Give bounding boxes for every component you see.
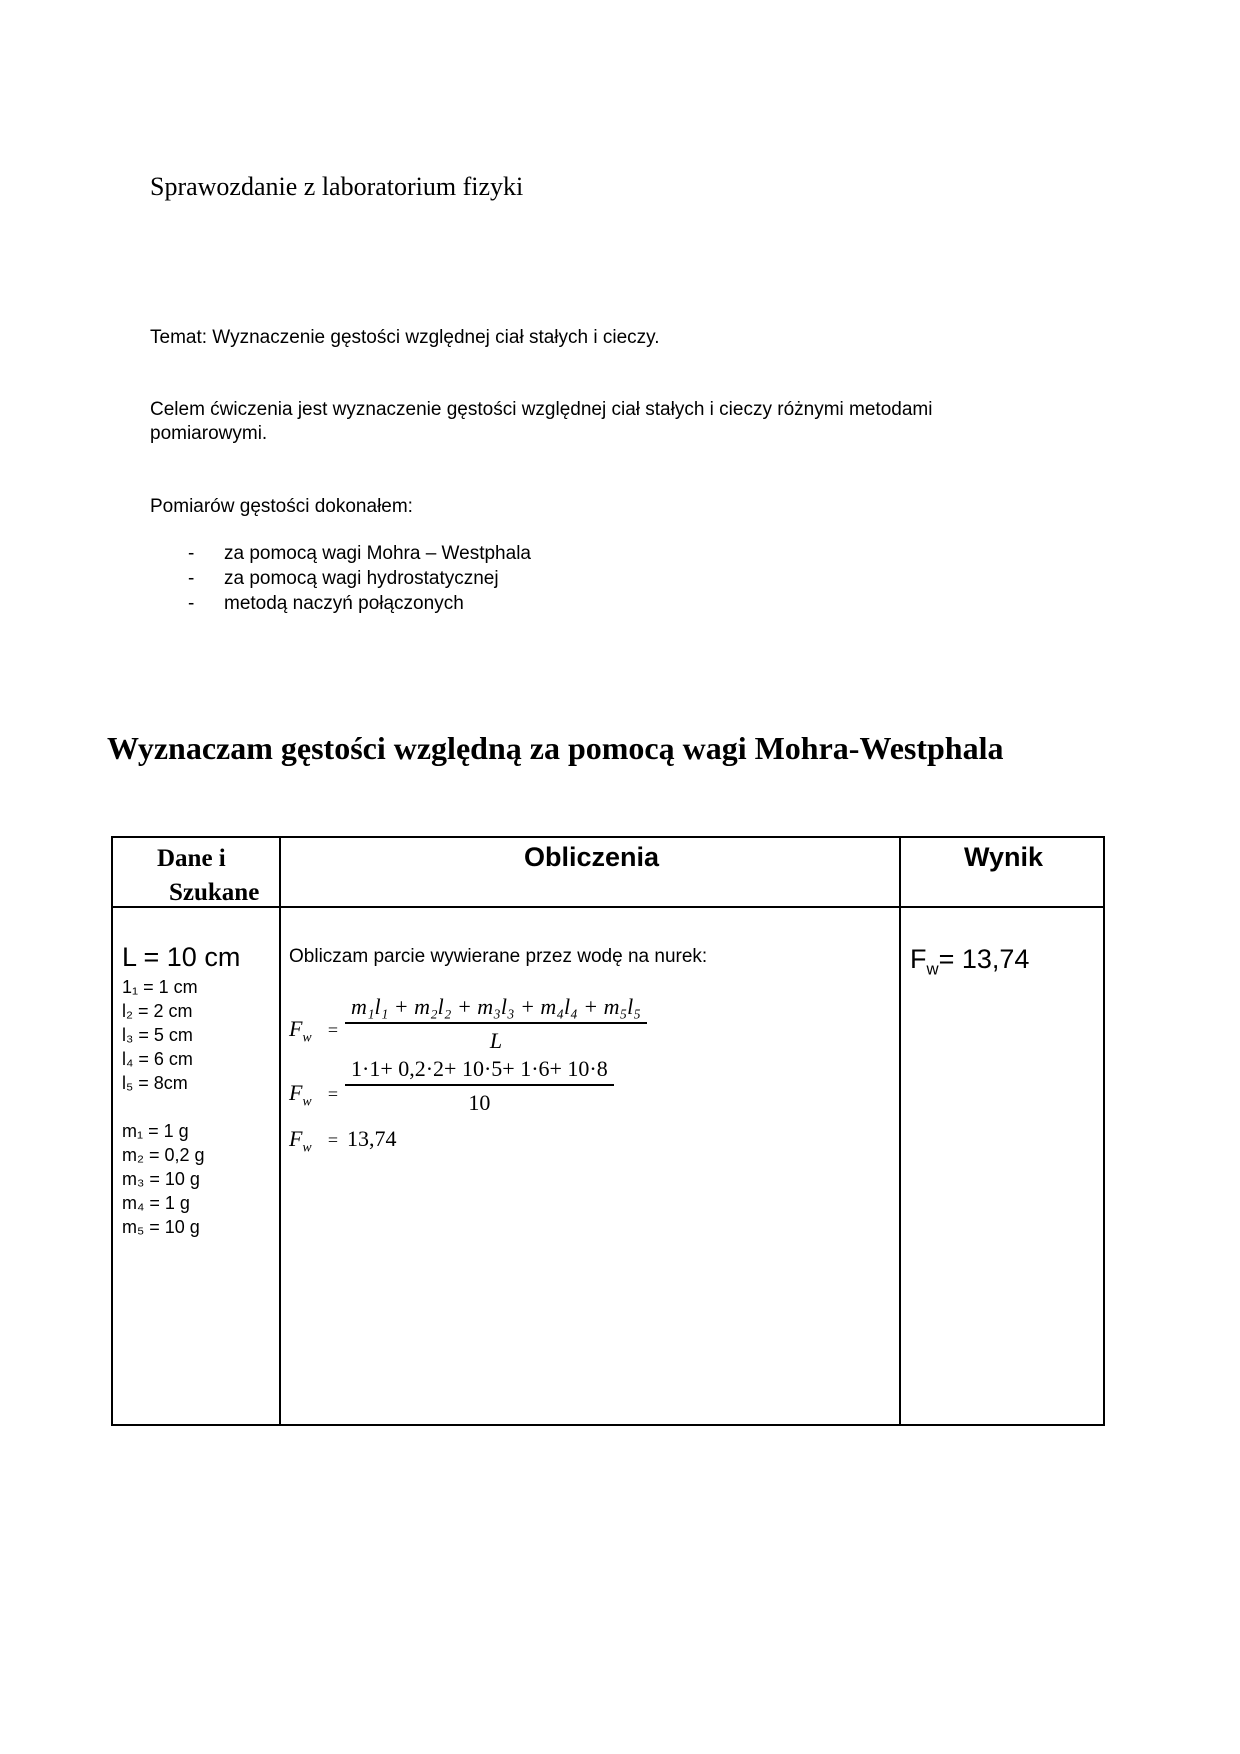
mass-value: m₂ = 0,2 g	[122, 1145, 205, 1165]
bullet-dash: -	[188, 568, 195, 589]
formula-numerator: m₁l₁ + m₂l₂ + m₃l₃ + m₄l₄ + m₅l₅	[345, 994, 647, 1024]
header-given	[113, 842, 281, 910]
equals-sign: =	[327, 1020, 339, 1040]
methods-intro: Pomiarów gęstości dokonałem:	[150, 496, 413, 517]
fraction-symbolic	[345, 994, 647, 1054]
length-value: l₄ = 6 cm	[122, 1049, 193, 1069]
mass-value: m₁ = 1 g	[122, 1121, 189, 1141]
fraction-numeric	[345, 1056, 614, 1116]
header-calculations: Obliczenia	[523, 842, 660, 872]
header-given-line2: Szukane	[169, 879, 260, 906]
method-label: metodą naczyń połączonych	[224, 593, 464, 614]
purpose-paragraph: Celem ćwiczenia jest wyznaczenie gęstości względnej ciał stałych i cieczy różnymi metodami pomiarowymi.	[150, 399, 933, 444]
given-values	[122, 942, 240, 1239]
calc-intro: Obliczam parcie wywierane przez wodę na nurek:	[289, 946, 708, 967]
topic-line: Temat: Wyznaczenie gęstości względnej ciał stałych i cieczy.	[150, 327, 660, 348]
method-label: za pomocą wagi hydrostatycznej	[224, 568, 499, 589]
mass-value: m₄ = 1 g	[122, 1193, 190, 1213]
force-symbol: F	[289, 1080, 303, 1105]
methods-list	[150, 541, 531, 616]
numeric-denominator: 10	[468, 1090, 491, 1115]
length-value: 1₁ = 1 cm	[122, 977, 198, 997]
section-heading: Wyznaczam gęstości względną za pomocą wagi Mohra-Westphala	[107, 730, 1004, 766]
calculation-table	[111, 836, 1105, 1426]
force-subscript: w	[302, 1093, 312, 1109]
length-value: l₂ = 2 cm	[122, 1001, 193, 1021]
equation-numeric-lhs	[289, 1080, 347, 1109]
list-item	[150, 566, 531, 591]
list-item	[150, 541, 531, 566]
equation-symbolic-lhs	[289, 1016, 347, 1045]
bullet-dash: -	[188, 543, 195, 564]
mass-value: m₅ = 10 g	[122, 1217, 200, 1237]
header-given-line1: Dane i	[157, 845, 226, 872]
length-value: l₅ = 8cm	[122, 1073, 188, 1093]
mass-value: m₃ = 10 g	[122, 1169, 200, 1189]
equals-sign: =	[327, 1084, 339, 1104]
equals-sign: =	[327, 1130, 339, 1150]
list-item	[150, 591, 531, 616]
force-subscript: w	[302, 1029, 312, 1045]
given-main: L = 10 cm	[122, 942, 241, 972]
report-title: Sprawozdanie z laboratorium fizyki	[150, 172, 524, 201]
length-value: l₃ = 5 cm	[122, 1025, 193, 1045]
formula-denominator: L	[489, 1028, 503, 1053]
equation-result	[289, 1126, 397, 1155]
result-value	[910, 944, 1029, 979]
column-divider	[279, 838, 281, 1424]
method-label: za pomocą wagi Mohra – Westphala	[224, 543, 531, 564]
result-number: = 13,74	[938, 944, 1030, 974]
force-symbol: F	[289, 1126, 303, 1151]
column-divider	[899, 838, 901, 1424]
header-result: Wynik	[963, 842, 1044, 872]
force-subscript: w	[302, 1139, 312, 1155]
result-subscript: w	[926, 959, 939, 979]
force-symbol: F	[289, 1016, 303, 1041]
equation-result-value: 13,74	[347, 1126, 397, 1151]
result-symbol: F	[910, 944, 927, 974]
numeric-numerator: 1·1+ 0,2·2+ 10·5+ 1·6+ 10·8	[345, 1056, 614, 1086]
bullet-dash: -	[188, 593, 195, 614]
